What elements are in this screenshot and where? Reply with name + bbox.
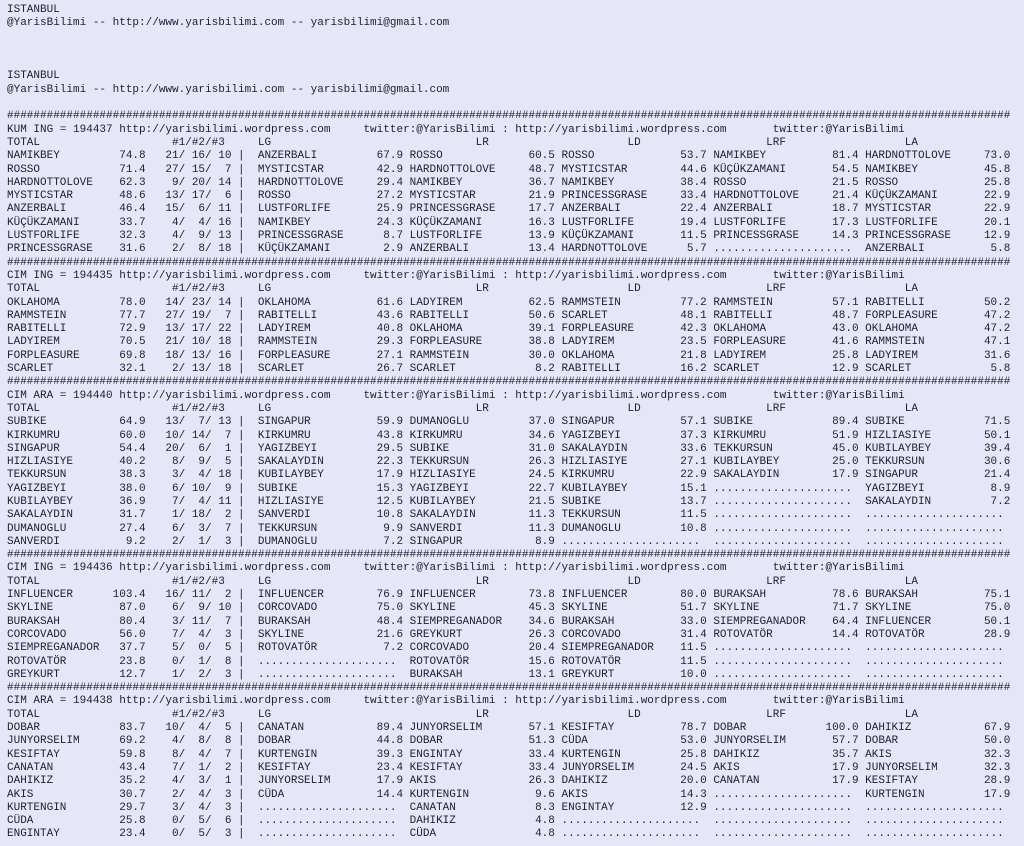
separator-line: ######################################################################################################################################################## <box>7 682 1011 695</box>
data-row: LADYIREM 70.5 21/ 10/ 18 | RAMMSTEIN 29.3 FORPLEASURE 38.8 LADYIREM 23.5 FORPLEASURE 41.6 RAMMSTEIN 47.1 <box>7 336 1011 349</box>
blank-line <box>7 31 1024 44</box>
data-row: FORPLEASURE 69.8 18/ 13/ 16 | FORPLEASURE 27.1 RAMMSTEIN 30.0 OKLAHOMA 21.8 LADYIREM 25.8 LADYIREM 31.6 <box>7 349 1011 362</box>
data-row: TEKKURSUN 38.3 3/ 4/ 18 | KUBILAYBEY 17.9 HIZLIASIYE 24.5 KIRKUMRU 22.9 SAKALAYDIN 17.9 SINGAPUR 21.4 <box>7 469 1011 482</box>
data-row: AKIS 30.7 2/ 4/ 3 | CÜDA 14.4 KURTENGIN 9.6 AKIS 14.3 ..................... KURTENGIN 17.9 <box>7 788 1011 801</box>
data-row: OKLAHOMA 78.0 14/ 23/ 14 | OKLAHOMA 61.6 LADYIREM 62.5 RAMMSTEIN 77.2 RAMMSTEIN 57.1 RABITELLI 50.2 <box>7 296 1011 309</box>
section-title: CIM ARA = 194438 http://yarisbilimi.wordpress.com twitter:@YarisBilimi : http://yarisbilimi.wordpress.com twitter:@YarisBilimi <box>7 695 905 708</box>
column-header-line: TOTAL #1/#2/#3 LG LR LD LRF LA <box>7 708 918 721</box>
data-row: SANVERDI 9.2 2/ 1/ 3 | DUMANOGLU 7.2 SINGAPUR 8.9 ..................... ..................... ..................... <box>7 535 1011 548</box>
column-header-line: TOTAL #1/#2/#3 LG LR LD LRF LA <box>7 283 918 296</box>
section-title: KUM ING = 194437 http://yarisbilimi.wordpress.com twitter:@YarisBilimi : http://yarisbilimi.wordpress.com twitter:@YarisBilimi <box>7 123 905 136</box>
data-row: SKYLINE 87.0 6/ 9/ 10 | CORCOVADO 75.0 SKYLINE 45.3 SKYLINE 51.7 SKYLINE 71.7 SKYLINE 75.0 <box>7 602 1011 615</box>
separator-line: ######################################################################################################################################################## <box>7 549 1011 562</box>
location-line: ISTANBUL <box>7 4 60 16</box>
data-row: RAMMSTEIN 77.7 27/ 19/ 7 | RABITELLI 43.6 RABITELLI 50.6 SCARLET 48.1 RABITELLI 48.7 FORPLEASURE 47.2 <box>7 309 1011 322</box>
column-header-line: TOTAL #1/#2/#3 LG LR LD LRF LA <box>7 136 918 149</box>
separator-line: ######################################################################################################################################################## <box>7 256 1011 269</box>
data-row: ENGINTAY 23.4 0/ 5/ 3 | ..................... CÜDA 4.8 ..................... ..................... ..................... <box>7 828 1011 841</box>
separator-line: ######################################################################################################################################################## <box>7 110 1011 123</box>
data-row: GREYKURT 12.7 1/ 2/ 3 | ..................... BURAKSAH 13.1 GREYKURT 10.0 ..................... ..................... <box>7 668 1011 681</box>
data-row: KUBILAYBEY 36.9 7/ 4/ 11 | HIZLIASIYE 12.5 KUBILAYBEY 21.5 SUBIKE 13.7 ..................... SAKALAYDIN 7.2 <box>7 495 1011 508</box>
data-row: KIRKUMRU 60.0 10/ 14/ 7 | KIRKUMRU 43.8 KIRKUMRU 34.6 YAGIZBEYI 37.3 KIRKUMRU 51.9 HIZLIASIYE 50.1 <box>7 429 1011 442</box>
data-row: RABITELLI 72.9 13/ 17/ 22 | LADYIREM 40.8 OKLAHOMA 39.1 FORPLEASURE 42.3 OKLAHOMA 43.0 OKLAHOMA 47.2 <box>7 323 1011 336</box>
data-row: SAKALAYDIN 31.7 1/ 18/ 2 | SANVERDI 10.8 SAKALAYDIN 11.3 TEKKURSUN 11.5 ..................... ..................... <box>7 509 1011 522</box>
data-row: DOBAR 83.7 10/ 4/ 5 | CANATAN 89.4 JUNYORSELIM 57.1 KESIFTAY 78.7 DOBAR 100.0 DAHIKIZ 67.9 <box>7 722 1011 735</box>
data-row: CORCOVADO 56.0 7/ 4/ 3 | SKYLINE 21.6 GREYKURT 26.3 CORCOVADO 31.4 ROTOVATÖR 14.4 ROTOVATÖR 28.9 <box>7 628 1011 641</box>
data-row: DUMANOGLU 27.4 6/ 3/ 7 | TEKKURSUN 9.9 SANVERDI 11.3 DUMANOGLU 10.8 ..................... ..................... <box>7 522 1011 535</box>
data-row: KURTENGIN 29.7 3/ 4/ 3 | ..................... CANATAN 8.3 ENGINTAY 12.9 ..................... ..................... <box>7 801 1011 814</box>
data-row: ANZERBALI 46.4 15/ 6/ 11 | LUSTFORLIFE 25.9 PRINCESSGRASE 17.7 ANZERBALI 22.4 ANZERBALI 18.7 MYSTICSTAR 22.9 <box>7 203 1011 216</box>
data-row: NAMIKBEY 74.8 21/ 16/ 10 | ANZERBALI 67.9 ROSSO 60.5 ROSSO 53.7 NAMIKBEY 81.4 HARDNOTTOLOVE 73.0 <box>7 150 1011 163</box>
blank-line <box>7 97 1024 110</box>
data-row: CANATAN 43.4 7/ 1/ 2 | KESIFTAY 23.4 KESIFTAY 33.4 JUNYORSELIM 24.5 AKIS 17.9 JUNYORSELIM 32.3 <box>7 761 1011 774</box>
section-title: CIM ING = 194436 http://yarisbilimi.wordpress.com twitter:@YarisBilimi : http://yarisbilimi.wordpress.com twitter:@YarisBilimi <box>7 562 905 575</box>
data-row: SCARLET 32.1 2/ 13/ 18 | SCARLET 26.7 SCARLET 8.2 RABITELLI 16.2 SCARLET 12.9 SCARLET 5.8 <box>7 363 1011 376</box>
blank-line <box>7 57 1024 70</box>
column-header-line: TOTAL #1/#2/#3 LG LR LD LRF LA <box>7 575 918 588</box>
data-row: JUNYORSELIM 69.2 4/ 8/ 8 | DOBAR 44.8 DOBAR 51.3 CÜDA 53.0 JUNYORSELIM 57.7 DOBAR 50.0 <box>7 735 1011 748</box>
data-row: KÜÇÜKZAMANI 33.7 4/ 4/ 16 | NAMIKBEY 24.3 KÜÇÜKZAMANI 16.3 LUSTFORLIFE 19.4 LUSTFORLIFE 17.3 LUSTFORLIFE 20.1 <box>7 216 1011 229</box>
data-row: SINGAPUR 54.4 20/ 6/ 1 | YAGIZBEYI 29.5 SUBIKE 31.0 SAKALAYDIN 33.6 TEKKURSUN 45.0 KUBILAYBEY 39.4 <box>7 442 1011 455</box>
data-row: ROSSO 71.4 27/ 15/ 7 | MYSTICSTAR 42.9 HARDNOTTOLOVE 48.7 MYSTICSTAR 44.6 KÜÇÜKZAMANI 54.5 NAMIKBEY 45.8 <box>7 163 1011 176</box>
data-row: DAHIKIZ 35.2 4/ 3/ 1 | JUNYORSELIM 17.9 AKIS 26.3 DAHIKIZ 20.0 CANATAN 17.9 KESIFTAY 28.9 <box>7 775 1011 788</box>
data-row: BURAKSAH 80.4 3/ 11/ 7 | BURAKSAH 48.4 SIEMPREGANADOR 34.6 BURAKSAH 33.0 SIEMPREGANADOR 64.4 INFLUENCER 50.1 <box>7 615 1011 628</box>
location-line: ISTANBUL <box>7 70 60 83</box>
column-header-line: TOTAL #1/#2/#3 LG LR LD LRF LA <box>7 402 918 415</box>
data-row: HIZLIASIYE 40.2 8/ 9/ 5 | SAKALAYDIN 22.3 TEKKURSUN 26.3 HIZLIASIYE 27.1 KUBILAYBEY 25.0 TEKKURSUN 30.6 <box>7 456 1011 469</box>
data-row: INFLUENCER 103.4 16/ 11/ 2 | INFLUENCER 76.9 INFLUENCER 73.8 INFLUENCER 80.0 BURAKSAH 78.6 BURAKSAH 75.1 <box>7 589 1011 602</box>
data-row: YAGIZBEYI 38.0 6/ 10/ 9 | SUBIKE 15.3 YAGIZBEYI 22.7 KUBILAYBEY 15.1 ..................... YAGIZBEYI 8.9 <box>7 482 1011 495</box>
data-row: HARDNOTTOLOVE 62.3 9/ 20/ 14 | HARDNOTTOLOVE 29.4 NAMIKBEY 36.7 NAMIKBEY 38.4 ROSSO 21.5 ROSSO 25.8 <box>7 176 1011 189</box>
data-row: CÜDA 25.8 0/ 5/ 6 | ..................... DAHIKIZ 4.8 ..................... ..................... ..................... <box>7 815 1011 828</box>
data-row: ROTOVATÖR 23.8 0/ 1/ 8 | ..................... ROTOVATÖR 15.6 ROTOVATÖR 11.5 ..................... ..................... <box>7 655 1011 668</box>
data-row: PRINCESSGRASE 31.6 2/ 8/ 18 | KÜÇÜKZAMANI 2.9 ANZERBALI 13.4 HARDNOTTOLOVE 5.7 ..................... ANZERBALI 5.8 <box>7 243 1011 256</box>
data-row: SUBIKE 64.9 13/ 7/ 13 | SINGAPUR 59.9 DUMANOGLU 37.0 SINGAPUR 57.1 SUBIKE 89.4 SUBIKE 71.5 <box>7 416 1011 429</box>
blank-line <box>7 44 1024 57</box>
data-row: KESIFTAY 59.8 8/ 4/ 7 | KURTENGIN 39.3 ENGINTAY 33.4 KURTENGIN 25.8 DAHIKIZ 35.7 AKIS 32.3 <box>7 748 1011 761</box>
data-row: SIEMPREGANADOR 37.7 5/ 0/ 5 | ROTOVATÖR 7.2 CORCOVADO 20.4 SIEMPREGANADOR 11.5 ..................... ..................... <box>7 642 1011 655</box>
section-title: CIM ING = 194435 http://yarisbilimi.wordpress.com twitter:@YarisBilimi : http://yarisbilimi.wordpress.com twitter:@YarisBilimi <box>7 269 905 282</box>
data-row: MYSTICSTAR 48.6 13/ 17/ 6 | ROSSO 27.2 MYSTICSTAR 21.9 PRINCESSGRASE 33.4 HARDNOTTOLOVE 21.4 KÜÇÜKZAMANI 22.9 <box>7 190 1011 203</box>
byline-line: @YarisBilimi -- http://www.yarisbilimi.com -- yarisbilimi@gmail.com <box>7 83 450 96</box>
section-title: CIM ARA = 194440 http://yarisbilimi.wordpress.com twitter:@YarisBilimi : http://yarisbilimi.wordpress.com twitter:@YarisBilimi <box>7 389 905 402</box>
data-row: LUSTFORLIFE 32.3 4/ 9/ 13 | PRINCESSGRASE 8.7 LUSTFORLIFE 13.9 KÜÇÜKZAMANI 11.5 PRINCESSGRASE 14.3 PRINCESSGRASE 12.9 <box>7 230 1011 243</box>
byline-line: @YarisBilimi -- http://www.yarisbilimi.com -- yarisbilimi@gmail.com <box>7 17 450 30</box>
separator-line: ######################################################################################################################################################## <box>7 376 1011 389</box>
